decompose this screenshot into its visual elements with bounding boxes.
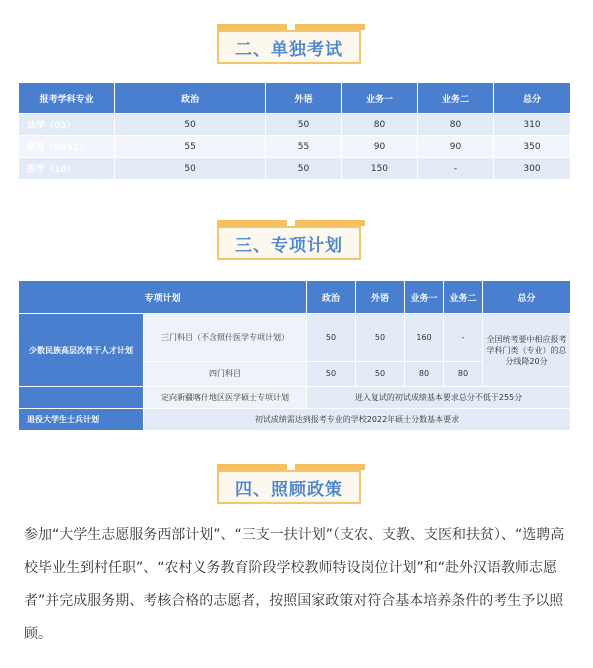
table-cell: 300 [493, 158, 570, 180]
section-header-4 [217, 470, 365, 510]
table-cell: 55 [265, 136, 341, 158]
row-label: 定向新疆喀什地区医学硕士专项计划 [144, 387, 307, 409]
table-cell: 50 [265, 114, 341, 136]
section-header-3 [217, 226, 365, 266]
table-cell: 55 [115, 136, 266, 158]
table-cell: 50 [115, 114, 266, 136]
table-cell: 50 [265, 158, 341, 180]
row-label: 三门科目（不含照什医学专项计划） [144, 314, 307, 362]
row-label: 四门科目 [144, 361, 307, 387]
table-cell: 50 [356, 361, 405, 387]
row-label: 教育（0451） [19, 136, 115, 158]
col-header: 外语 [265, 83, 341, 114]
col-header: 总分 [493, 83, 570, 114]
col-header: 专项计划 [19, 281, 307, 314]
col-header: 业务一 [405, 281, 444, 314]
table-cell: 50 [356, 314, 405, 362]
section-title: 四、照顾政策 [217, 470, 361, 504]
table-header-row [19, 281, 571, 314]
row-label: 退役大学生士兵计划 [19, 409, 144, 431]
table-cell: 进入复试的初试成绩基本要求总分不低于255分 [307, 387, 571, 409]
row-label: 医学（10） [19, 158, 115, 180]
table-cell: - [417, 158, 493, 180]
col-header: 政治 [115, 83, 266, 114]
section-title: 二、单独考试 [217, 30, 361, 64]
col-header: 业务二 [444, 281, 483, 314]
table-cell: 50 [115, 158, 266, 180]
table-cell: 80 [341, 114, 417, 136]
table-cell: 80 [444, 361, 483, 387]
policy-paragraph: 参加“大学生志愿服务西部计划”、“三支一扶计划”（支农、支教、支医和扶贫）、“选聘高校毕业生到村任职”、“农村义务教育阶段学校教师特设岗位计划”和“赴外汉语教师志愿者”并完成服务期、考核合格的志愿者，按照国家政策对符合基本培养条件的考生予以照顾。 [24, 527, 565, 642]
table-cell: 350 [493, 136, 570, 158]
table-cell: 全国统考要中相应报考学科门类（专业）的总分线降20分 [483, 314, 571, 387]
section-title: 三、专项计划 [217, 226, 361, 260]
col-header: 总分 [483, 281, 571, 314]
table-cell: 80 [405, 361, 444, 387]
table-row [19, 136, 571, 158]
table-cell: 50 [307, 314, 356, 362]
table-row [19, 114, 571, 136]
table-row [19, 387, 571, 409]
table-cell: 160 [405, 314, 444, 362]
table-row [19, 158, 571, 180]
table-cell: 90 [341, 136, 417, 158]
table-header-row [19, 83, 571, 114]
special-plan-table [18, 280, 571, 431]
table-cell: 初试成绩需达到报考专业的学校2022年硕士分数基本要求 [144, 409, 571, 431]
exam-score-table [18, 82, 571, 180]
table-row [19, 409, 571, 431]
table-cell: 80 [417, 114, 493, 136]
col-header: 报考学科专业 [19, 83, 115, 114]
row-label: 法学（03） [19, 114, 115, 136]
col-header: 政治 [307, 281, 356, 314]
col-header: 业务一 [341, 83, 417, 114]
table-cell: - [444, 314, 483, 362]
col-header: 外语 [356, 281, 405, 314]
table-row [19, 314, 571, 362]
table-cell: 310 [493, 114, 570, 136]
section-header-2 [217, 30, 365, 70]
table-cell: 150 [341, 158, 417, 180]
col-header: 业务二 [417, 83, 493, 114]
group-label: 少数民族高层次骨干人才计划 [19, 314, 144, 387]
table-cell: 50 [307, 361, 356, 387]
table-cell: 90 [417, 136, 493, 158]
